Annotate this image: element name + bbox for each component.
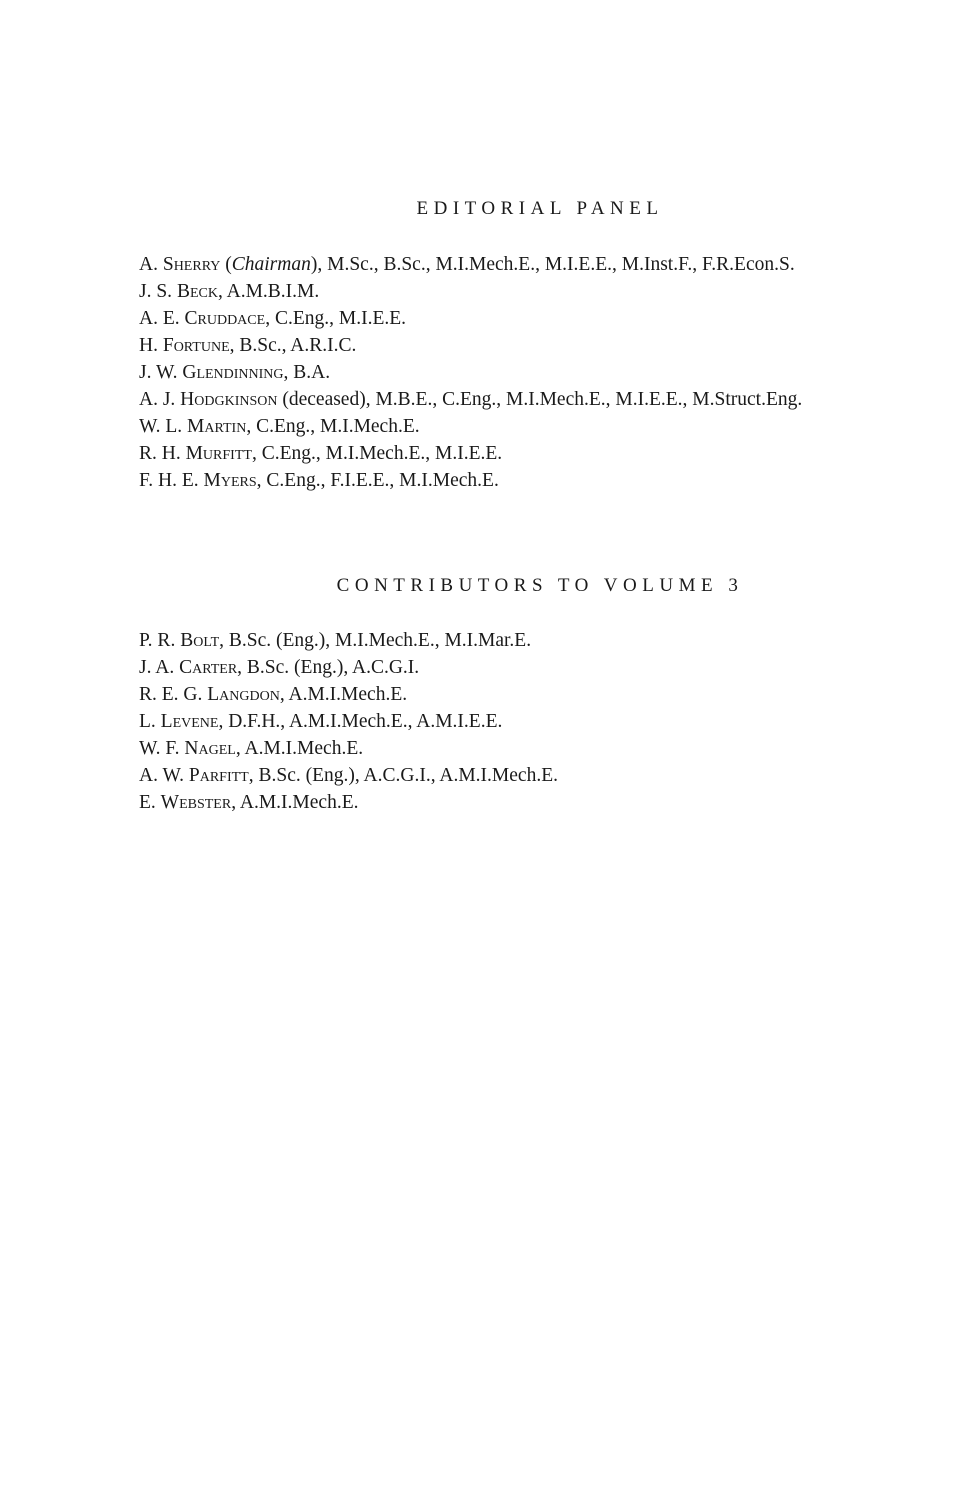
member-credentials: , D.F.H., A.M.I.Mech.E., A.M.I.E.E. — [218, 711, 503, 732]
editorial-member-cruddace — [139, 305, 802, 332]
editorial-member-sherry — [139, 251, 802, 278]
member-surname: Webster — [160, 792, 232, 813]
member-initials: E. — [139, 792, 161, 813]
contributor-nagel — [139, 735, 558, 762]
member-credentials: , C.Eng., F.I.E.E., M.I.Mech.E. — [256, 470, 499, 491]
member-credentials: , B.Sc., A.R.I.C. — [229, 335, 357, 356]
editorial-panel-heading: EDITORIAL PANEL — [416, 198, 664, 219]
contributor-webster — [139, 789, 558, 816]
editorial-member-beck — [139, 278, 802, 305]
member-credentials: , C.Eng., M.I.Mech.E. — [246, 416, 420, 437]
member-surname: Langdon — [207, 684, 280, 705]
member-initials: A. E. — [139, 308, 185, 329]
member-surname: Beck — [176, 281, 218, 302]
member-surname: Bolt — [180, 630, 220, 651]
member-initials: P. R. — [139, 630, 181, 651]
member-surname: Levene — [160, 711, 219, 732]
editorial-member-glendinning — [139, 359, 802, 386]
member-surname: Cruddace — [184, 308, 266, 329]
member-credentials: , A.M.I.Mech.E. — [279, 684, 408, 705]
member-surname: Glendinning — [182, 362, 284, 383]
member-credentials: , C.Eng., M.I.Mech.E., M.I.E.E. — [251, 443, 503, 464]
member-role-prefix: ( — [220, 254, 232, 275]
member-surname: Myers — [203, 470, 257, 491]
contributor-parfitt — [139, 762, 558, 789]
member-credentials: , B.A. — [283, 362, 331, 383]
contributor-carter — [139, 654, 558, 681]
contributor-bolt — [139, 627, 558, 654]
member-credentials: , A.M.B.I.M. — [217, 281, 320, 302]
contributor-langdon — [139, 681, 558, 708]
member-credentials: , A.M.I.Mech.E. — [231, 792, 359, 813]
contributors-heading: CONTRIBUTORS TO VOLUME 3 — [336, 575, 744, 596]
member-credentials: , C.Eng., M.I.E.E. — [265, 308, 407, 329]
member-initials: J. A. — [139, 657, 180, 678]
editorial-member-myers — [139, 467, 802, 494]
member-initials: W. F. — [139, 738, 185, 759]
contributor-levene — [139, 708, 558, 735]
member-initials: A. — [139, 254, 163, 275]
member-surname: Fortune — [162, 335, 230, 356]
editorial-panel-list — [139, 251, 802, 494]
member-surname: Hodgkinson — [180, 389, 278, 410]
member-initials: A. W. — [139, 765, 189, 786]
member-initials: J. S. — [139, 281, 177, 302]
member-credentials: , B.Sc. (Eng.), M.I.Mech.E., M.I.Mar.E. — [219, 630, 532, 651]
editorial-member-fortune — [139, 332, 802, 359]
contributors-list — [139, 627, 558, 816]
member-credentials: ), M.Sc., B.Sc., M.I.Mech.E., M.I.E.E., M.Inst.F., F.R.Econ.S. — [310, 254, 795, 275]
member-initials: H. — [139, 335, 163, 356]
member-initials: L. — [139, 711, 161, 732]
member-credentials: , B.Sc. (Eng.), A.C.G.I., A.M.I.Mech.E. — [248, 765, 558, 786]
member-initials: R. E. G. — [139, 684, 208, 705]
member-role: Chairman — [231, 254, 311, 275]
member-credentials: (deceased), M.B.E., C.Eng., M.I.Mech.E., M.I.E.E., M.Struct.Eng. — [277, 389, 803, 410]
member-surname: Sherry — [162, 254, 221, 275]
editorial-member-hodgkinson — [139, 386, 802, 413]
member-credentials: , A.M.I.Mech.E. — [235, 738, 364, 759]
member-initials: F. H. E. — [139, 470, 204, 491]
member-surname: Nagel — [184, 738, 236, 759]
member-surname: Carter — [179, 657, 238, 678]
member-surname: Martin — [187, 416, 247, 437]
member-surname: Parfitt — [188, 765, 249, 786]
member-initials: R. H. — [139, 443, 186, 464]
member-surname: Murfitt — [185, 443, 252, 464]
member-initials: A. J. — [139, 389, 181, 410]
editorial-member-murfitt — [139, 440, 802, 467]
member-credentials: , B.Sc. (Eng.), A.C.G.I. — [237, 657, 420, 678]
editorial-member-martin — [139, 413, 802, 440]
member-initials: J. W. — [139, 362, 183, 383]
member-initials: W. L. — [139, 416, 188, 437]
